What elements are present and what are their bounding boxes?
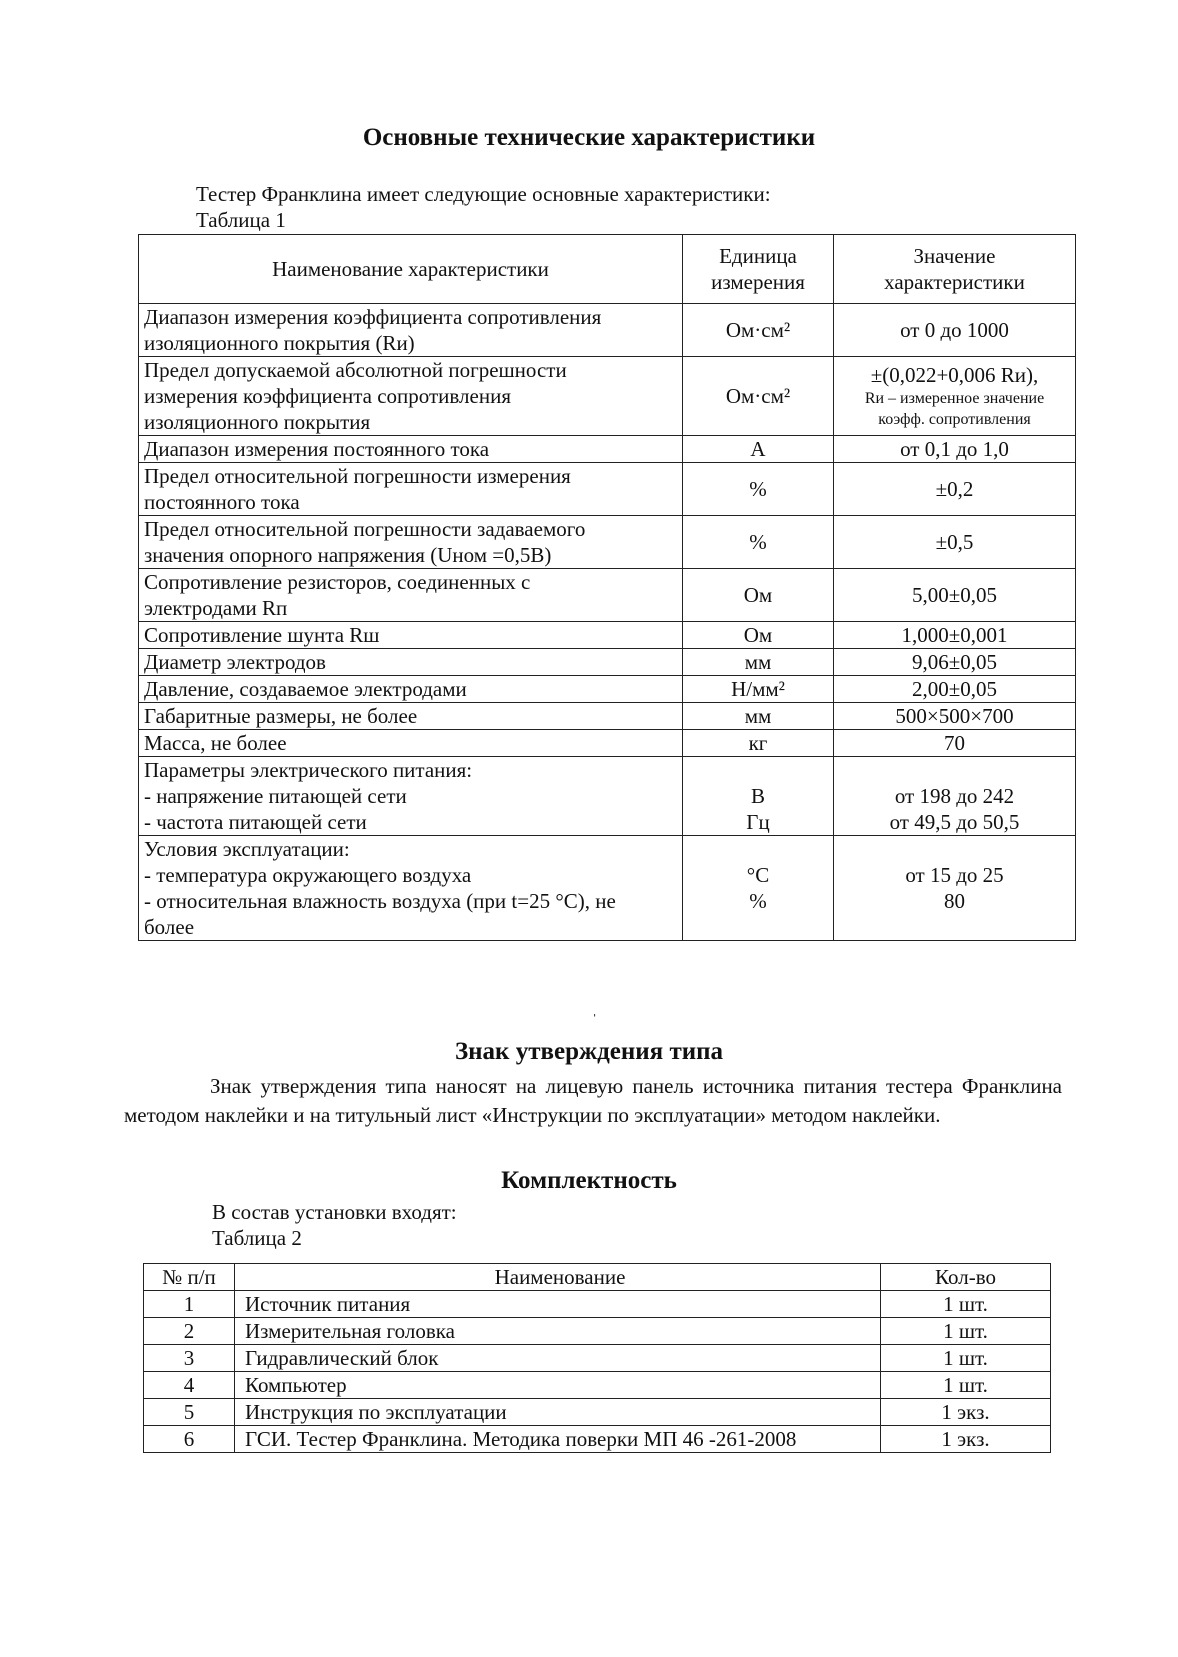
scan-artifact-mark: ˌ (592, 1000, 598, 1017)
header-name: Наименование характеристики (139, 235, 683, 304)
header-value (834, 235, 1076, 304)
item-qty: 1 экз. (881, 1399, 1051, 1426)
specs-table-row (139, 622, 1076, 649)
spec-value-line (952, 758, 957, 782)
spec-unit-cell: мм (683, 649, 834, 676)
spec-value-cell (834, 836, 1076, 941)
spec-value-line: от 49,5 до 50,5 (889, 810, 1020, 834)
spec-name-line: Предел относительной погрешности задаваемого (144, 517, 586, 541)
spec-name-cell (139, 304, 683, 357)
spec-unit-cell: Ом·см² (683, 357, 834, 436)
spec-unit-cell (683, 757, 834, 836)
spec-unit-line: Гц (746, 810, 770, 834)
header-value-line2: характеристики (884, 270, 1025, 294)
item-qty: 1 шт. (881, 1291, 1051, 1318)
spec-name-cell (139, 516, 683, 569)
specs-table-row (139, 304, 1076, 357)
specs-table-row (139, 463, 1076, 516)
spec-value-cell (834, 463, 1076, 516)
spec-name-cell (139, 676, 683, 703)
spec-value-cell (834, 703, 1076, 730)
header-value-line1: Значение (913, 244, 996, 268)
completeness-table-row (144, 1372, 1051, 1399)
item-qty: 1 шт. (881, 1318, 1051, 1345)
spec-unit-cell (683, 836, 834, 941)
completeness-table-row (144, 1399, 1051, 1426)
spec-name-line: Предел относительной погрешности измерения (144, 464, 571, 488)
header-unit (683, 235, 834, 304)
item-number: 6 (144, 1426, 235, 1453)
spec-value-line: от 15 до 25 (905, 863, 1004, 887)
completeness-intro: В состав установки входят: (212, 1200, 457, 1224)
spec-unit-cell: мм (683, 703, 834, 730)
specs-table-row (139, 436, 1076, 463)
spec-name-line: Диаметр электродов (144, 650, 326, 674)
specs-table-row (139, 676, 1076, 703)
specs-table-row (139, 836, 1076, 941)
specs-table-row (139, 703, 1076, 730)
spec-name-cell (139, 703, 683, 730)
spec-name-line: Условия эксплуатации: (144, 837, 350, 861)
spec-name-line: измерения коэффициента сопротивления (144, 384, 511, 408)
spec-value: 70 (944, 731, 965, 755)
spec-name-line: - температура окружающего воздуха (144, 863, 472, 887)
spec-name-line: Давление, создаваемое электродами (144, 677, 467, 701)
spec-value: 5,00±0,05 (911, 583, 998, 607)
item-number: 5 (144, 1399, 235, 1426)
completeness-table-row (144, 1426, 1051, 1453)
spec-name-cell (139, 622, 683, 649)
completeness-table-row (144, 1345, 1051, 1372)
item-name: Гидравлический блок (235, 1345, 881, 1372)
header-qty: Кол-во (881, 1264, 1051, 1291)
spec-value: ±0,2 (935, 477, 974, 501)
item-qty: 1 шт. (881, 1372, 1051, 1399)
item-name: Источник питания (235, 1291, 881, 1318)
spec-name-line: Параметры электрического питания: (144, 758, 473, 782)
spec-name-cell (139, 836, 683, 941)
spec-name-line: Предел допускаемой абсолютной погрешности (144, 358, 567, 382)
item-name: Измерительная головка (235, 1318, 881, 1345)
spec-value-cell (834, 304, 1076, 357)
spec-value-note: Rи – измеренное значение (864, 390, 1045, 407)
spec-name-cell (139, 463, 683, 516)
spec-value-cell (834, 730, 1076, 757)
completeness-table-row (144, 1318, 1051, 1345)
spec-unit-line: °C (746, 863, 770, 887)
specs-table-row (139, 649, 1076, 676)
spec-value-cell (834, 357, 1076, 436)
spec-value-cell (834, 436, 1076, 463)
spec-unit-line (755, 758, 760, 782)
spec-value-cell (834, 676, 1076, 703)
spec-name-line: изоляционного покрытия (144, 410, 371, 434)
spec-name-cell (139, 730, 683, 757)
header-unit-line2: измерения (711, 270, 805, 294)
spec-value: 9,06±0,05 (911, 650, 998, 674)
spec-name-line: - напряжение питающей сети (144, 784, 407, 808)
spec-value: 2,00±0,05 (911, 677, 998, 701)
spec-name-cell (139, 436, 683, 463)
spec-unit-cell: % (683, 516, 834, 569)
spec-name-cell (139, 357, 683, 436)
specs-table (138, 234, 1076, 941)
spec-value: 500×500×700 (895, 704, 1014, 728)
spec-name-line: Диапазон измерения постоянного тока (144, 437, 490, 461)
spec-unit-cell: Ом·см² (683, 304, 834, 357)
spec-value: от 0,1 до 1,0 (900, 437, 1009, 461)
item-number: 2 (144, 1318, 235, 1345)
spec-name-cell (139, 569, 683, 622)
table2-caption: Таблица 2 (212, 1226, 302, 1250)
spec-value-cell (834, 569, 1076, 622)
spec-value: 1,000±0,001 (901, 623, 1008, 647)
spec-name-line: более (144, 915, 195, 939)
item-qty: 1 экз. (881, 1426, 1051, 1453)
completeness-table-header (144, 1264, 1051, 1291)
spec-name-line: - частота питающей сети (144, 810, 367, 834)
spec-value-line: 80 (944, 889, 965, 913)
section-title-completeness: Комплектность (501, 1167, 677, 1194)
spec-value: ±0,5 (935, 530, 974, 554)
header-unit-line1: Единица (719, 244, 797, 268)
specs-table-row (139, 357, 1076, 436)
item-number: 3 (144, 1345, 235, 1372)
specs-table-row (139, 730, 1076, 757)
item-name: Компьютер (235, 1372, 881, 1399)
spec-unit-line: % (749, 889, 767, 913)
spec-unit-cell: А (683, 436, 834, 463)
spec-name-line: Сопротивление шунта Rш (144, 623, 380, 647)
table1-caption: Таблица 1 (196, 208, 286, 232)
header-item-name: Наименование (235, 1264, 881, 1291)
spec-unit-cell: % (683, 463, 834, 516)
spec-value-cell (834, 649, 1076, 676)
spec-unit-line (755, 837, 760, 861)
spec-value: ±(0,022+0,006 Rи), (870, 363, 1039, 387)
spec-name-line: Диапазон измерения коэффициента сопротивления (144, 305, 602, 329)
item-number: 1 (144, 1291, 235, 1318)
spec-name-line: Габаритные размеры, не более (144, 704, 418, 728)
spec-unit-cell: Ом (683, 622, 834, 649)
spec-value-line: от 198 до 242 (894, 784, 1015, 808)
completeness-table-row (144, 1291, 1051, 1318)
spec-unit-cell: Н/мм² (683, 676, 834, 703)
type-approval-text: Знак утверждения типа наносят на лицевую панель источника питания тестера Франклина методом наклейки и на титульный лист «Инструкции по эксплуатации» методом наклейки. (124, 1074, 1062, 1127)
spec-name-line: - относительная влажность воздуха (при t=25 °C), не (144, 889, 616, 913)
item-name: ГСИ. Тестер Франклина. Методика поверки МП 46 -261-2008 (235, 1426, 881, 1453)
section-title-type-approval: Знак утверждения типа (454, 1038, 724, 1065)
completeness-table (143, 1263, 1051, 1453)
spec-name-line: Масса, не более (144, 731, 287, 755)
spec-value-note: коэфф. сопротивления (878, 411, 1031, 428)
specs-table-row (139, 569, 1076, 622)
type-approval-paragraph (124, 1072, 1062, 1130)
spec-name-line: Сопротивление резисторов, соединенных с (144, 570, 531, 594)
spec-value-line (952, 915, 957, 939)
spec-name-line: постоянного тока (144, 490, 300, 514)
item-name: Инструкция по эксплуатации (235, 1399, 881, 1426)
item-qty: 1 шт. (881, 1345, 1051, 1372)
header-num: № п/п (144, 1264, 235, 1291)
spec-name-line: значения опорного напряжения (Uном =0,5В) (144, 543, 552, 567)
specs-table-row (139, 757, 1076, 836)
spec-value-cell (834, 757, 1076, 836)
spec-value-cell (834, 516, 1076, 569)
spec-name-cell (139, 757, 683, 836)
spec-value-line (952, 837, 957, 861)
spec-name-line: изоляционного покрытия (Rи) (144, 331, 415, 355)
spec-value-cell (834, 622, 1076, 649)
spec-value: от 0 до 1000 (900, 318, 1009, 342)
section-title-specs: Основные технические характеристики (362, 124, 816, 151)
spec-unit-line: В (750, 784, 765, 808)
spec-name-line: электродами Rп (144, 596, 288, 620)
item-number: 4 (144, 1372, 235, 1399)
spec-name-cell (139, 649, 683, 676)
specs-table-header (139, 235, 1076, 304)
spec-unit-cell: кг (683, 730, 834, 757)
specs-intro: Тестер Франклина имеет следующие основные характеристики: (196, 182, 771, 206)
spec-unit-cell: Ом (683, 569, 834, 622)
spec-unit-line (755, 915, 760, 939)
specs-table-row (139, 516, 1076, 569)
